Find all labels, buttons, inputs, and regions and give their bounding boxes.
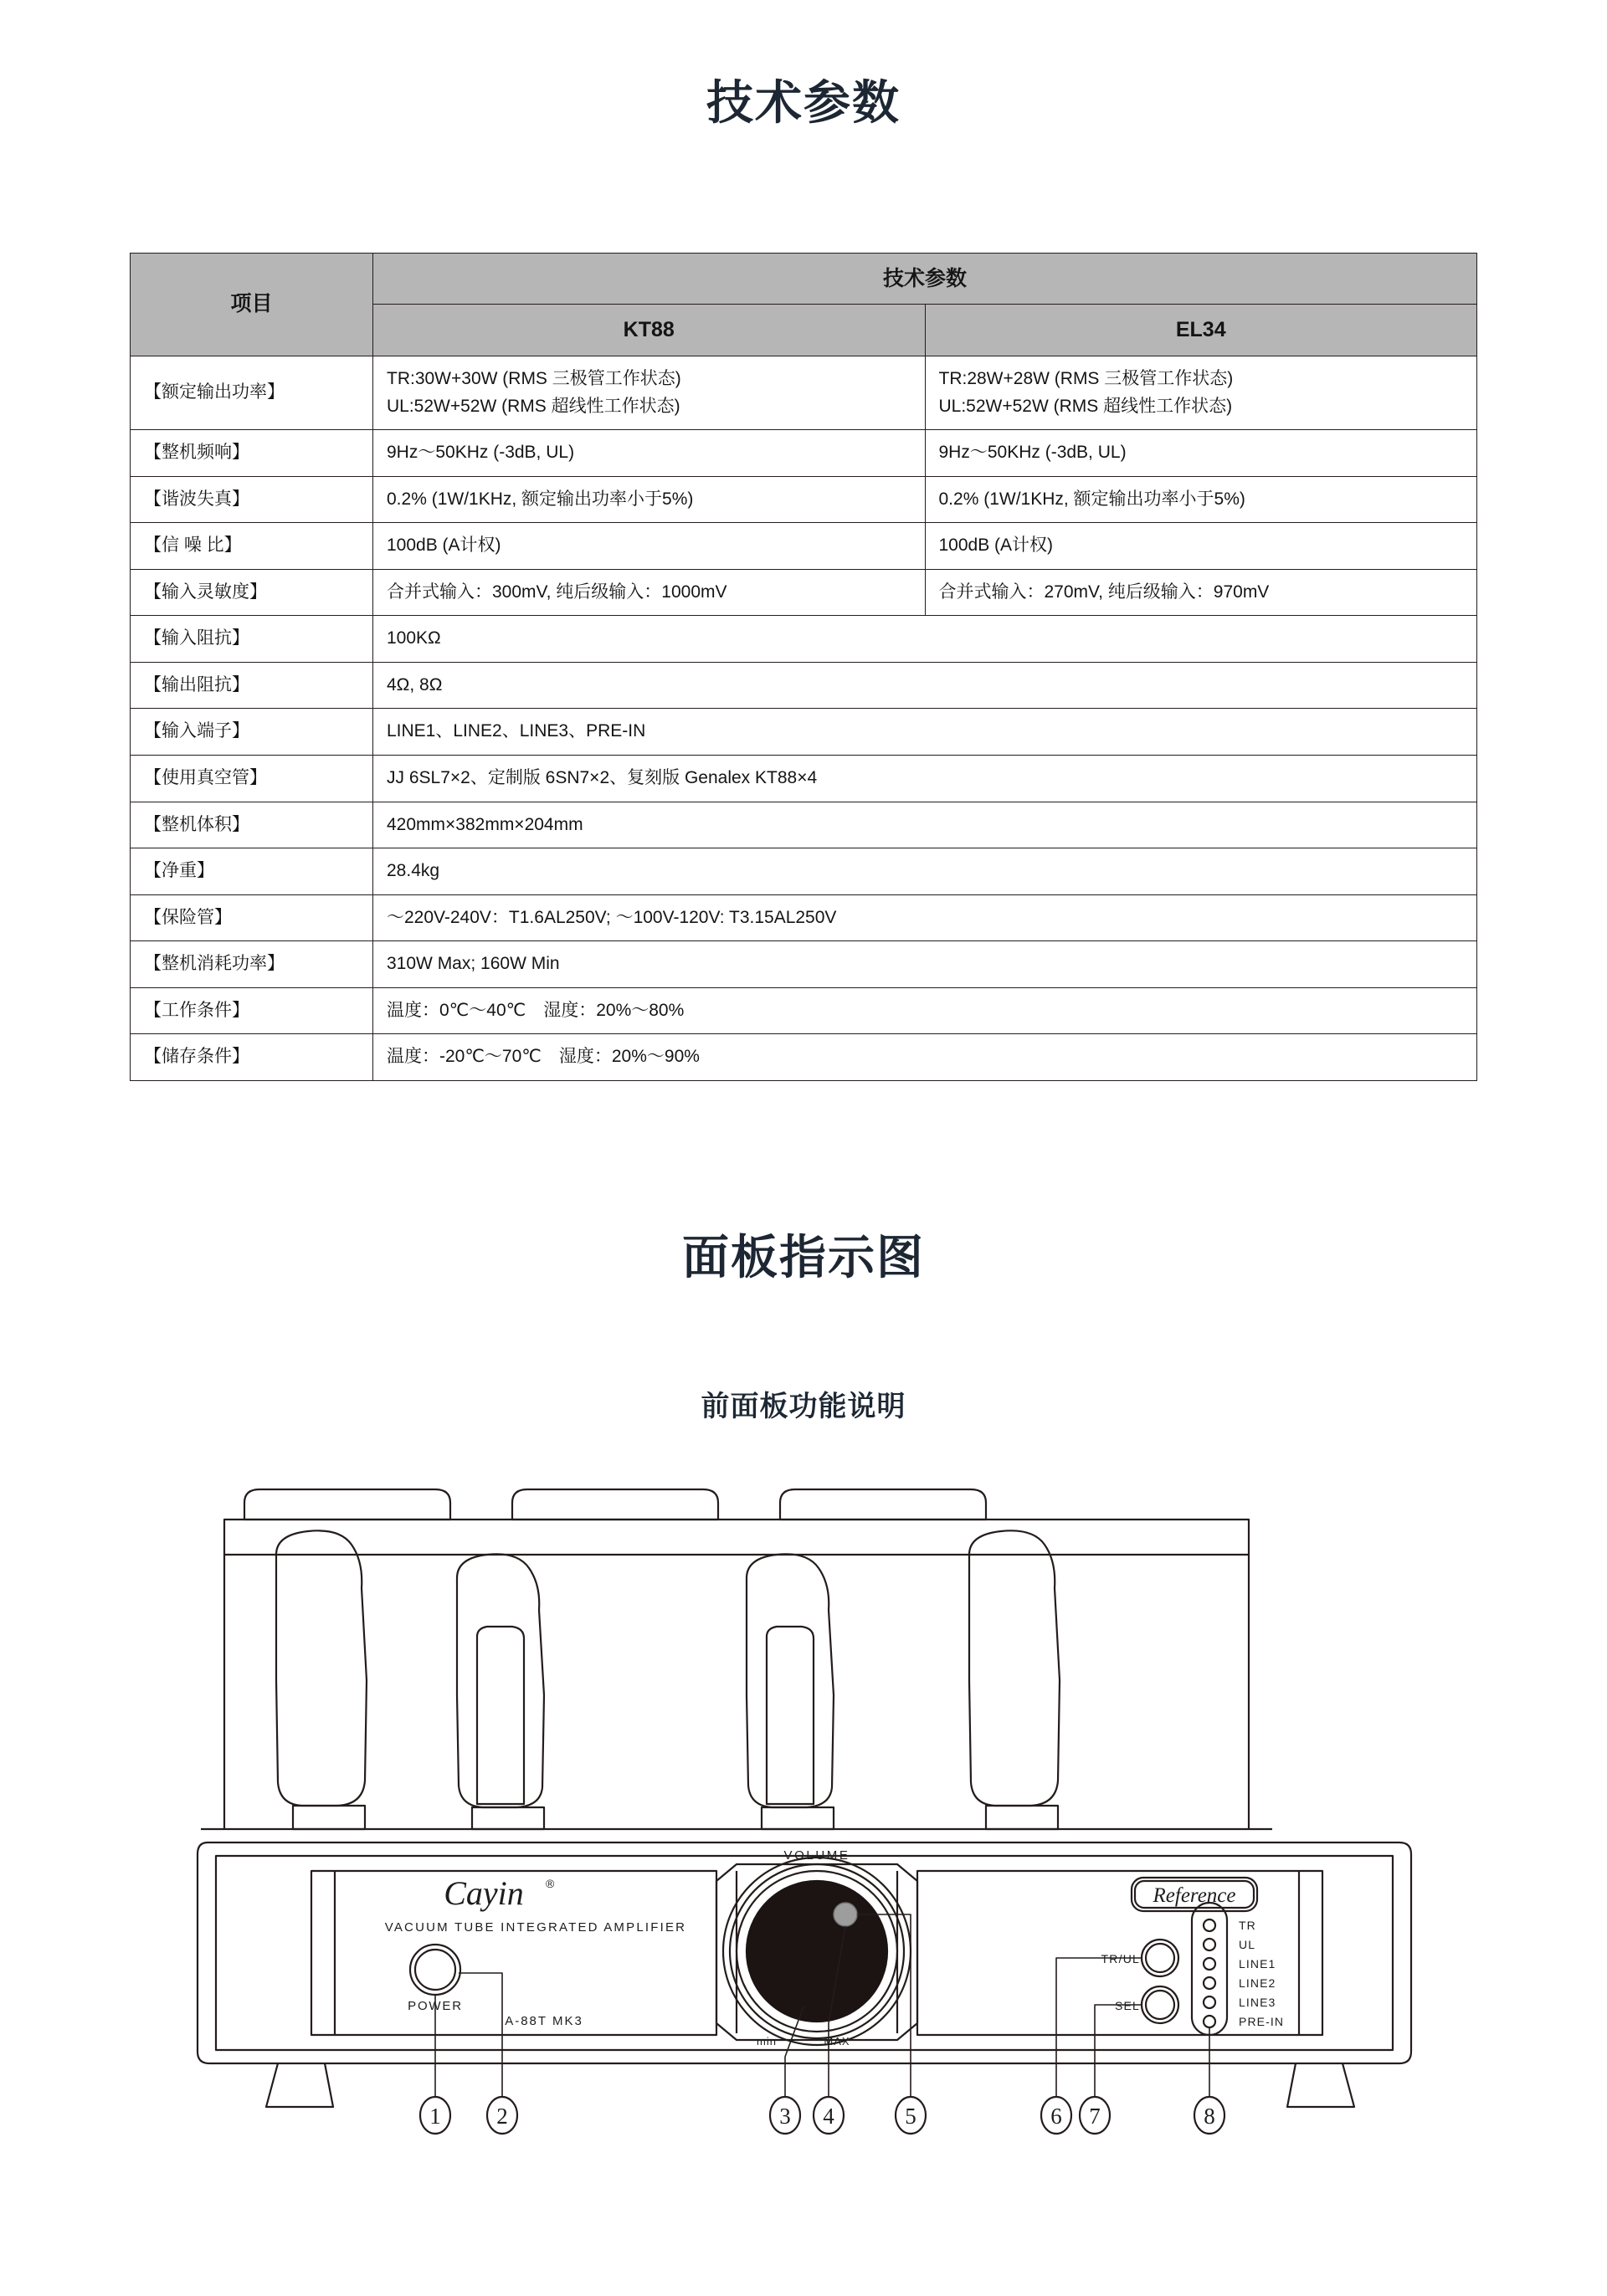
spec-value-line: ～220V-240V：T1.6AL250V; ～100V-120V: T3.15AL250V — [387, 907, 837, 927]
spec-value-line: 100KΩ — [387, 628, 441, 648]
spec-value-el34 — [925, 569, 1477, 616]
callout-number: 4 — [823, 2104, 834, 2129]
table-row — [131, 1034, 1477, 1081]
brand-logo: Cayin — [444, 1874, 524, 1913]
spec-value-line: 温度：-20℃～70℃ 湿度：20%～90% — [387, 1047, 700, 1067]
table-row — [131, 430, 1477, 477]
spec-value-line: 9Hz～50KHz (-3dB, UL) — [938, 443, 1127, 463]
spec-value-line: TR:28W+28W (RMS 三极管工作状态) — [938, 369, 1234, 389]
spec-table-container — [130, 253, 1477, 1081]
callout-bubbles — [420, 2097, 1225, 2134]
power-label: POWER — [408, 1999, 463, 2014]
spec-value-line: 0.2% (1W/1KHz, 额定输出功率小于5%) — [938, 489, 1245, 509]
spec-item-label: 【额定输出功率】 — [131, 356, 373, 430]
tr-ul-button-label: TR/UL — [1101, 1952, 1140, 1966]
spec-item-label: 【整机消耗功率】 — [131, 941, 373, 988]
callout-number: 2 — [496, 2104, 508, 2129]
spec-value-line: 100dB (A计权) — [938, 536, 1054, 556]
volume-knob — [723, 1858, 911, 2048]
spec-value-line: 28.4kg — [387, 861, 440, 881]
page-title-technical-specs: 技术参数 — [706, 76, 901, 129]
spec-item-label: 【信 噪 比】 — [131, 523, 373, 570]
table-row — [131, 569, 1477, 616]
spec-value-kt88 — [373, 430, 926, 477]
spec-value-merged — [373, 709, 1477, 756]
spec-value-line: 9Hz～50KHz (-3dB, UL) — [387, 443, 575, 463]
transformer-covers — [244, 1489, 986, 1520]
spec-value-line: 4Ω, 8Ω — [387, 674, 443, 694]
spec-value-el34 — [925, 430, 1477, 477]
led-label-line3: LINE3 — [1239, 1996, 1276, 2010]
spec-item-label: 【使用真空管】 — [131, 756, 373, 802]
spec-value-line: UL:52W+52W (RMS 超线性工作状态) — [387, 396, 680, 416]
callout-number: 8 — [1204, 2104, 1215, 2129]
spec-value-line: 420mm×382mm×204mm — [387, 814, 583, 834]
table-row — [131, 848, 1477, 895]
table-row — [131, 802, 1477, 848]
spec-value-line: 0.2% (1W/1KHz, 额定输出功率小于5%) — [387, 489, 694, 509]
amplifier-illustration — [0, 1471, 1607, 2140]
spec-item-label: 【输入阻抗】 — [131, 616, 373, 663]
volume-min-label: min — [757, 2035, 777, 2048]
led-indicator-capsule — [1192, 1903, 1227, 2035]
header-group-spec: 技术参数 — [373, 253, 1477, 305]
table-row — [131, 616, 1477, 663]
volume-label: VOLUME — [783, 1848, 850, 1863]
table-row — [131, 709, 1477, 756]
led-label-tr: TR — [1239, 1919, 1256, 1933]
spec-value-line: UL:52W+52W (RMS 超线性工作状态) — [938, 396, 1233, 416]
spec-value-line: 合并式输入：300mV, 纯后级输入：1000mV — [387, 582, 727, 602]
spec-value-el34 — [925, 356, 1477, 430]
vacuum-tube-4 — [969, 1531, 1060, 1830]
callout-number: 6 — [1050, 2104, 1062, 2129]
spec-item-label: 【输出阻抗】 — [131, 662, 373, 709]
header-item: 项目 — [131, 253, 373, 356]
led-line2 — [1204, 1977, 1215, 1989]
header-column-el34: EL34 — [925, 305, 1477, 356]
table-header-row-1 — [131, 253, 1477, 305]
spec-value-line: 温度：0℃～40℃ 湿度：20%～80% — [387, 1000, 685, 1020]
led-label-pre-in: PRE-IN — [1239, 2015, 1285, 2029]
spec-table-body — [131, 356, 1477, 1081]
spec-value-kt88 — [373, 476, 926, 523]
spec-value-merged — [373, 894, 1477, 941]
spec-value-merged — [373, 941, 1477, 988]
model-number: A-88T MK3 — [505, 2014, 583, 2029]
callout-number: 3 — [779, 2104, 791, 2129]
spec-item-label: 【工作条件】 — [131, 987, 373, 1034]
spec-value-merged — [373, 848, 1477, 895]
spec-item-label: 【谐波失真】 — [131, 476, 373, 523]
led-label-ul: UL — [1239, 1938, 1256, 1952]
spec-value-merged — [373, 756, 1477, 802]
spec-value-line: TR:30W+30W (RMS 三极管工作状态) — [387, 369, 681, 389]
spec-item-label: 【保险管】 — [131, 894, 373, 941]
spec-item-label: 【整机体积】 — [131, 802, 373, 848]
callout-number: 5 — [905, 2104, 916, 2129]
spec-value-el34 — [925, 523, 1477, 570]
sel-button — [1142, 1986, 1178, 2023]
reference-badge-label: Reference — [1153, 1884, 1236, 1908]
volume-max-label: MAX — [824, 2035, 850, 2048]
table-row — [131, 476, 1477, 523]
table-row — [131, 756, 1477, 802]
table-row — [131, 523, 1477, 570]
spec-value-el34 — [925, 476, 1477, 523]
spec-value-merged — [373, 987, 1477, 1034]
spec-value-merged — [373, 1034, 1477, 1081]
spec-value-merged — [373, 662, 1477, 709]
spec-table-head — [131, 253, 1477, 356]
spec-item-label: 【净重】 — [131, 848, 373, 895]
vacuum-tube-1 — [276, 1531, 367, 1830]
vacuum-tube-2 — [457, 1555, 544, 1830]
spec-value-line: 310W Max; 160W Min — [387, 954, 560, 974]
led-line1 — [1204, 1958, 1215, 1970]
led-tr — [1204, 1919, 1215, 1931]
page-title-panel-diagram: 面板指示图 — [682, 1230, 925, 1284]
spec-value-line: LINE1、LINE2、LINE3、PRE-IN — [387, 721, 646, 741]
volume-knob-pointer-dot — [834, 1903, 857, 1926]
top-chassis-deck — [201, 1520, 1272, 1829]
tr-ul-button — [1142, 1940, 1178, 1976]
spec-value-kt88 — [373, 356, 926, 430]
spec-table — [130, 253, 1477, 1081]
spec-value-kt88 — [373, 569, 926, 616]
spec-value-line: 合并式输入：270mV, 纯后级输入：970mV — [938, 582, 1270, 602]
spec-value-merged — [373, 616, 1477, 663]
spec-item-label: 【整机频响】 — [131, 430, 373, 477]
callout-number: 7 — [1089, 2104, 1101, 2129]
led-label-line1: LINE1 — [1239, 1957, 1276, 1971]
spec-value-line: JJ 6SL7×2、定制版 6SN7×2、复刻版 Genalex KT88×4 — [387, 768, 818, 788]
brand-tagline: VACUUM TUBE INTEGRATED AMPLIFIER — [384, 1920, 687, 1935]
callout-number: 1 — [429, 2104, 441, 2129]
spec-item-label: 【输入端子】 — [131, 709, 373, 756]
sel-button-label: SEL — [1114, 1999, 1140, 2013]
spec-value-line: 100dB (A计权) — [387, 536, 501, 556]
table-row — [131, 662, 1477, 709]
header-column-kt88: KT88 — [373, 305, 926, 356]
spec-item-label: 【储存条件】 — [131, 1034, 373, 1081]
spec-value-kt88 — [373, 523, 926, 570]
led-pre-in — [1204, 2016, 1215, 2027]
led-ul — [1204, 1939, 1215, 1950]
table-row — [131, 941, 1477, 988]
spec-item-label: 【输入灵敏度】 — [131, 569, 373, 616]
led-line3 — [1204, 1996, 1215, 2008]
power-button — [410, 1945, 460, 1995]
front-panel-diagram — [0, 1471, 1607, 2140]
table-row — [131, 987, 1477, 1034]
brand-registered-mark: ® — [546, 1877, 555, 1891]
table-row — [131, 356, 1477, 430]
table-row — [131, 894, 1477, 941]
led-label-line2: LINE2 — [1239, 1976, 1276, 1991]
panel-subtitle-front-panel: 前面板功能说明 — [701, 1391, 906, 1423]
vacuum-tube-3 — [747, 1555, 834, 1830]
spec-value-merged — [373, 802, 1477, 848]
